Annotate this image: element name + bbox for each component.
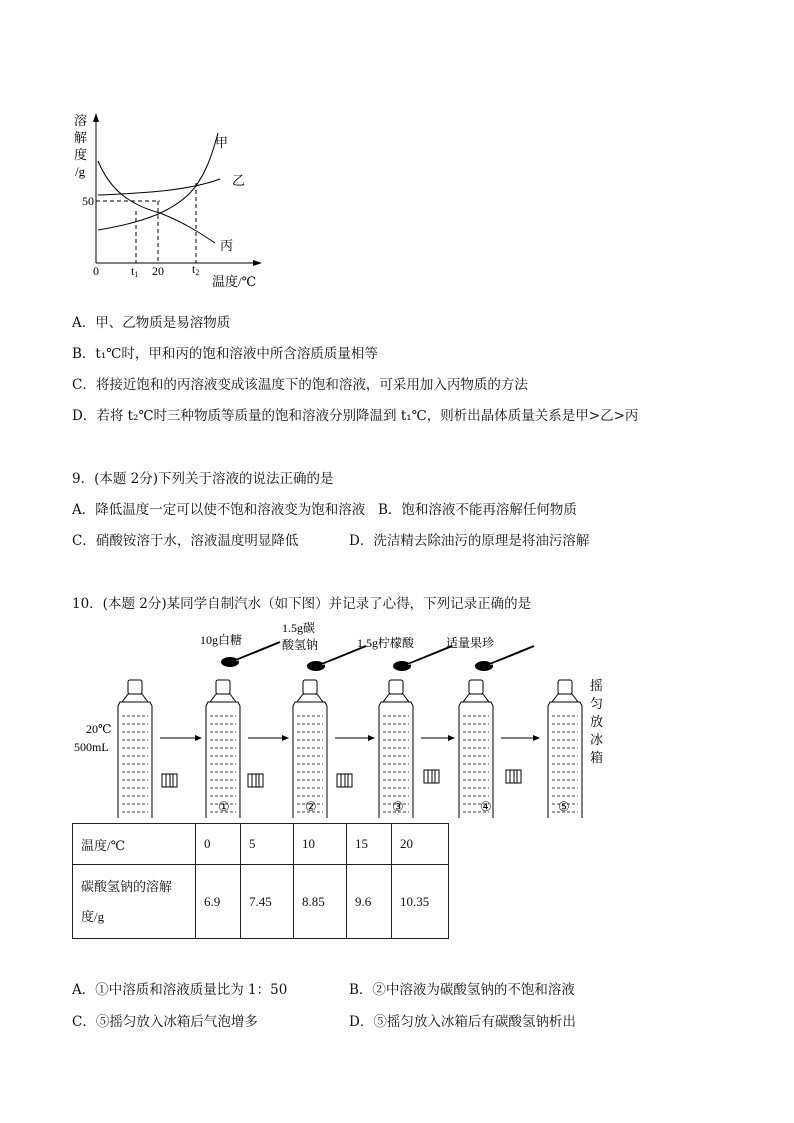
- final-char-4: 冰: [590, 732, 604, 747]
- bottle-2: [293, 680, 327, 818]
- table-cell: 9.6: [347, 865, 392, 939]
- bottle-start: [118, 680, 152, 818]
- table-row: [73, 824, 449, 865]
- q9-option-c[interactable]: C．硝酸铵溶于水，溶液温度明显降低: [72, 533, 299, 549]
- add-nahco3-line2: 酸氢钠: [282, 638, 319, 652]
- step-3: ③: [392, 799, 404, 814]
- q10-option-b[interactable]: B．②中溶液为碳酸氢钠的不饱和溶液: [349, 982, 575, 998]
- bottle-4: [459, 680, 493, 818]
- cap-0: [162, 774, 177, 787]
- table-cell: 8.85: [294, 865, 347, 939]
- bottle-5: [548, 680, 582, 818]
- q8-option-a[interactable]: A．甲、乙物质是易溶物质: [72, 315, 231, 331]
- label-bing: 丙: [220, 238, 234, 253]
- q9-stem: 9．(本题 2分)下列关于溶液的说法正确的是: [72, 471, 334, 487]
- table-cell: 20: [392, 824, 449, 865]
- q10-option-c[interactable]: C．⑤摇匀放入冰箱后气泡增多: [72, 1014, 258, 1030]
- solubility-table: [72, 823, 449, 939]
- table-cell: 10: [294, 824, 347, 865]
- cap-1: [248, 774, 263, 787]
- x-axis-arrow: [253, 260, 262, 266]
- step-5: ⑤: [558, 799, 570, 814]
- final-char-5: 箱: [590, 750, 604, 765]
- row-label-line2: 度/g: [81, 908, 105, 924]
- row-label-line1: 碳酸氢钠的溶解: [81, 878, 173, 894]
- cap-3: [424, 770, 439, 783]
- table-header-label: 温度/℃: [73, 824, 196, 865]
- y-tick-50: 50: [82, 194, 94, 208]
- x-tick-20: 20: [152, 264, 164, 278]
- x-tick-0: 0: [93, 264, 99, 278]
- q8-option-c[interactable]: C．将接近饱和的丙溶液变成该温度下的饱和溶液，可采用加入丙物质的方法: [72, 377, 528, 393]
- label-jia: 甲: [215, 135, 229, 150]
- arrow-5-head: [533, 735, 540, 741]
- xlabel: 温度/℃: [212, 274, 257, 289]
- curve-bing: [98, 161, 215, 243]
- start-temp: 20℃: [86, 722, 112, 736]
- arrow-3-head: [368, 735, 375, 741]
- soda-figure: [72, 618, 632, 818]
- table-cell: 5: [241, 824, 294, 865]
- arrow-1-head: [195, 735, 202, 741]
- y-axis-arrow: [93, 113, 99, 122]
- table-row-label: [73, 865, 196, 939]
- add-sugar: 10g白糖: [200, 633, 243, 647]
- table-cell: 7.45: [241, 865, 294, 939]
- table-cell: 15: [347, 824, 392, 865]
- curve-yi: [98, 179, 220, 195]
- arrow-4-head: [448, 735, 455, 741]
- table-cell: 6.9: [196, 865, 241, 939]
- cap-4: [506, 770, 521, 783]
- ylabel-char-3: 度: [74, 147, 88, 162]
- q9-option-b[interactable]: B．饱和溶液不能再溶解任何物质: [378, 502, 577, 518]
- q8-option-b[interactable]: B．t₁℃时，甲和丙的饱和溶液中所含溶质质量相等: [72, 346, 378, 362]
- x-tick-t1: t1: [131, 264, 139, 279]
- label-yi: 乙: [232, 173, 246, 188]
- solubility-graph: [70, 105, 270, 295]
- bottle-3: [379, 680, 413, 818]
- step-1: ①: [218, 799, 230, 814]
- q10-option-a[interactable]: A．①中溶质和溶液质量比为 1：50: [72, 982, 288, 998]
- final-char-1: 摇: [590, 678, 604, 693]
- q8-option-d[interactable]: D．若将 t₂℃时三种物质等质量的饱和溶液分别降温到 t₁℃，则析出晶体质量关系是甲>乙>丙: [72, 408, 639, 424]
- q10-option-d[interactable]: D．⑤摇匀放入冰箱后有碳酸氢钠析出: [349, 1014, 576, 1030]
- add-juice-powder: 适量果珍: [446, 636, 495, 650]
- start-volume: 500mL: [74, 740, 109, 754]
- final-char-3: 放: [590, 714, 604, 729]
- cap-2: [337, 774, 352, 787]
- ylabel-char-2: 解: [74, 130, 88, 145]
- table-row: [73, 865, 449, 939]
- q9-option-a[interactable]: A．降低温度一定可以使不饱和溶液变为饱和溶液: [72, 502, 366, 518]
- x-tick-t2: t2: [192, 262, 200, 277]
- arrow-2-head: [282, 735, 289, 741]
- step-2: ②: [305, 799, 317, 814]
- step-4: ④: [480, 799, 492, 814]
- table-cell: 0: [196, 824, 241, 865]
- table-cell: 10.35: [392, 865, 449, 939]
- ylabel-char-1: 溶: [74, 113, 88, 128]
- add-citric-acid: 1.5g柠檬酸: [357, 636, 415, 650]
- final-char-2: 匀: [590, 696, 604, 711]
- add-nahco3-line1: 1.5g碳: [282, 621, 316, 635]
- q10-stem: 10．(本题 2分)某同学自制汽水（如下图）并记录了心得，下列记录正确的是: [72, 596, 532, 612]
- q9-option-d[interactable]: D．洗洁精去除油污的原理是将油污溶解: [349, 533, 590, 549]
- ylabel-char-4: /g: [75, 164, 86, 179]
- bottle-1: [206, 680, 240, 818]
